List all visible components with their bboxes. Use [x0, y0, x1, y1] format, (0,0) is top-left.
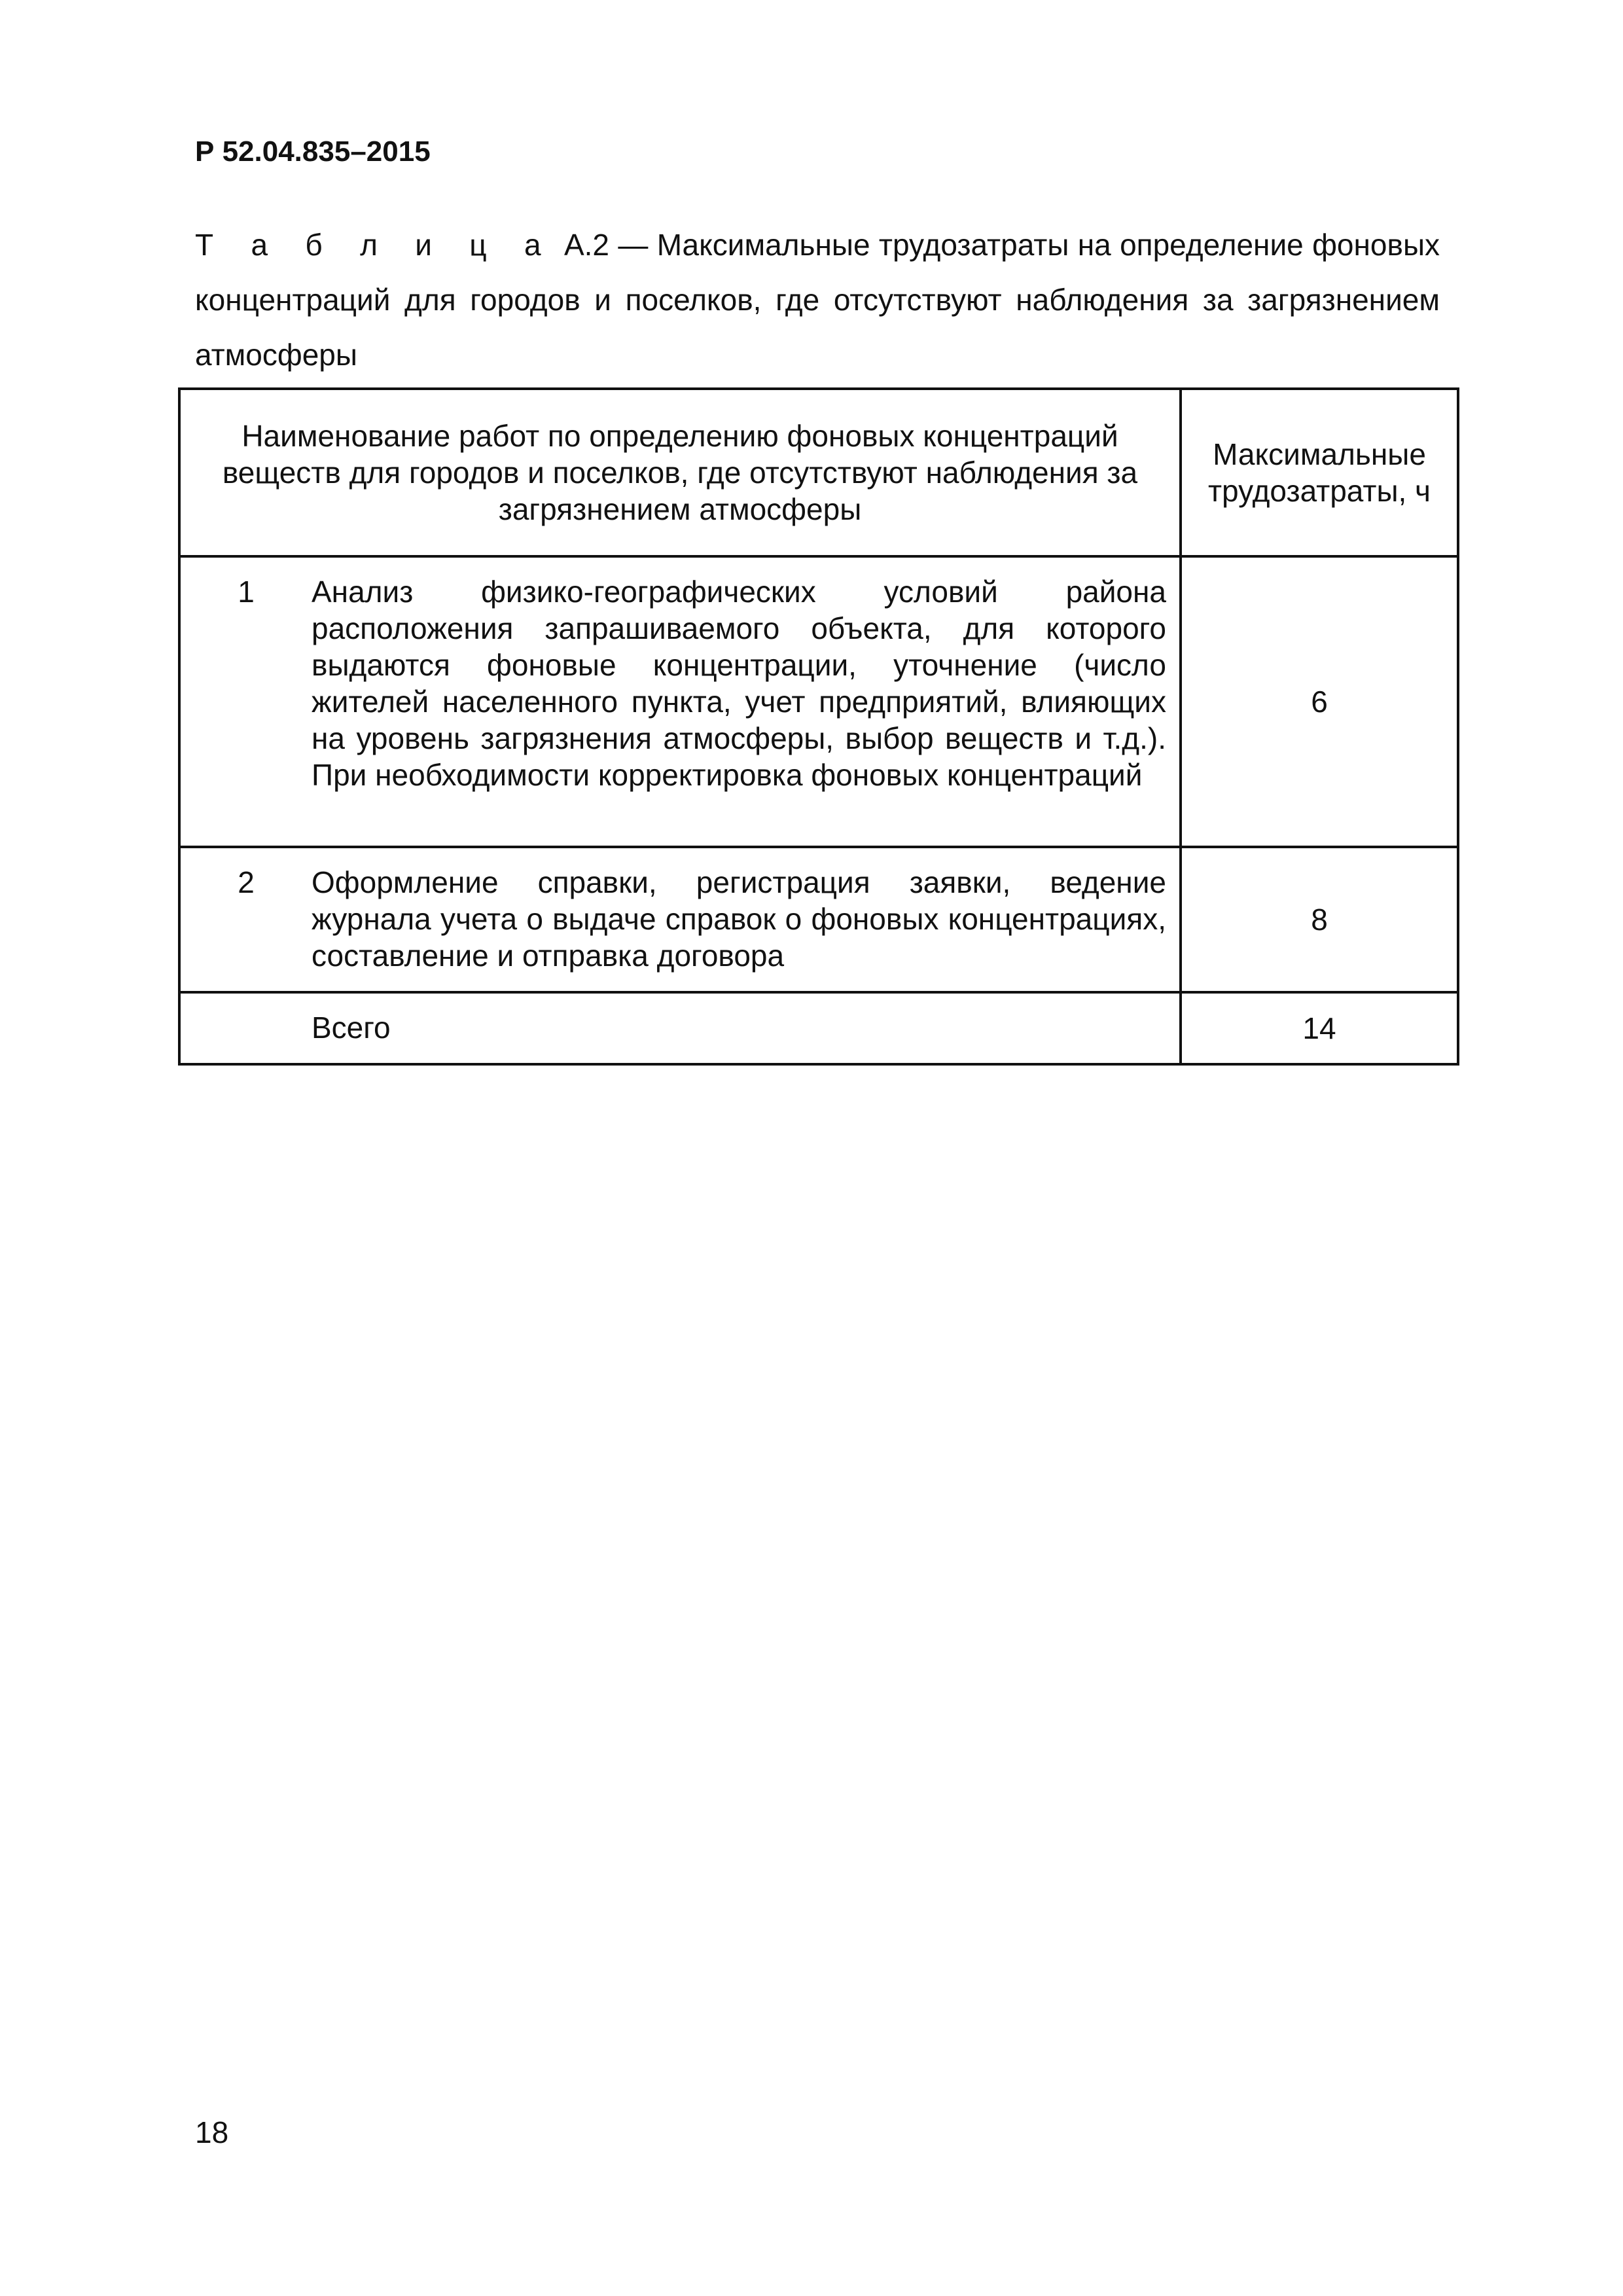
caption-number: А.2 [563, 228, 609, 262]
hours-value: 8 [1181, 847, 1458, 992]
row-number: 2 [238, 865, 255, 899]
table-header-row [179, 389, 1458, 556]
work-description: Анализ физико-географических условий района расположения запрашиваемого объекта, для которого выдаются фоновые концентрации, уточнение (число жителей населенного пункта, учет предприятий, влияющих на уровень загрязнения атмосферы, выбор веществ и т.д.). При необходимости корректировка фоновых концентраций [312, 575, 1166, 792]
page-number: 18 [195, 2115, 229, 2149]
table-caption [195, 217, 1440, 382]
table-row [179, 847, 1458, 992]
work-description: Оформление справки, регистрация заявки, ведение журнала учета о выдаче справок о фоновых концентрациях, составление и отправка договора [312, 865, 1166, 973]
work-cell [179, 847, 1181, 992]
total-label: Всего [312, 1011, 391, 1045]
caption-text: — Максимальные трудозатраты на определение фоновых концентраций для городов и поселков, где отсутствуют наблюдения за загрязнением атмосферы [195, 228, 1440, 372]
table-row [179, 556, 1458, 847]
work-cell [179, 556, 1181, 847]
hours-value: 6 [1181, 556, 1458, 847]
header-max-hours: Максимальные трудозатраты, ч [1181, 389, 1458, 556]
header-work-name: Наименование работ по определению фоновых концентраций веществ для городов и поселков, где отсутствуют наблюдения за загрязнением атмосферы [179, 389, 1181, 556]
document-code: Р 52.04.835–2015 [195, 135, 431, 168]
caption-prefix: Т а б л и ц а [195, 228, 556, 262]
total-hours-value: 14 [1181, 992, 1458, 1064]
table-total-row [179, 992, 1458, 1064]
total-label-cell [179, 992, 1181, 1064]
row-number-empty [181, 994, 312, 1009]
row-number: 1 [238, 575, 255, 609]
labor-costs-table [178, 387, 1459, 1066]
